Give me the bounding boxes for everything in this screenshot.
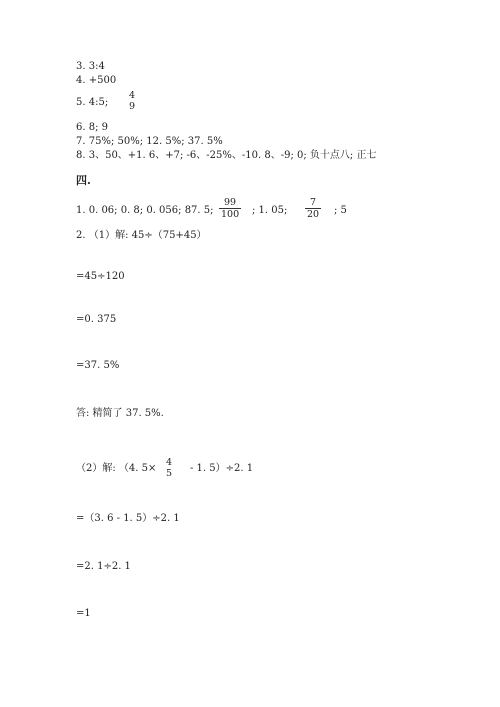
question-1-fraction-2 — [305, 197, 321, 220]
answer-7: 7. 75%; 50%; 12. 5%; 37. 5% — [76, 136, 223, 147]
section-heading: 四. — [76, 174, 91, 187]
answer-5-fraction — [125, 90, 139, 112]
question-2-1-answer: 答: 精简了 37. 5%. — [76, 408, 164, 419]
question-2-2-fraction — [162, 457, 176, 479]
answer-6: 6. 8; 9 — [76, 122, 108, 133]
answer-8: 8. 3、50、+1. 6、+7; -6、-25%、-10. 8、-9; 0; 负十点八; 正七 — [76, 150, 377, 161]
question-2-1-step-1: =45÷120 — [76, 271, 125, 282]
fraction-denominator: 20 — [307, 209, 320, 220]
fraction-numerator: 7 — [309, 197, 317, 208]
fraction-numerator: 4 — [165, 457, 173, 468]
question-1-part3: ; 5 — [334, 205, 347, 216]
question-2-1-step-3: =37. 5% — [76, 360, 120, 371]
question-2-2-intro: （2）解: （4. 5× — [76, 463, 157, 474]
question-1-part2: ; 1. 05; — [252, 205, 288, 216]
question-2-2-step-1: =（3. 6 - 1. 5）÷2. 1 — [76, 513, 180, 524]
question-2-2-step-2: =2. 1÷2. 1 — [76, 561, 131, 572]
question-1-part1: 1. 0. 06; 0. 8; 0. 056; 87. 5; — [76, 205, 214, 216]
fraction-numerator: 4 — [128, 90, 136, 101]
question-1-fraction-1 — [219, 197, 241, 220]
answer-4: 4. +500 — [76, 75, 117, 86]
fraction-denominator: 100 — [221, 209, 240, 220]
question-2-2-intro-tail: - 1. 5）÷2. 1 — [190, 463, 254, 474]
fraction-denominator: 5 — [165, 468, 173, 479]
fraction-numerator: 99 — [223, 197, 237, 208]
fraction-denominator: 9 — [128, 101, 136, 112]
question-2-1-intro: 2. （1）解: 45÷（75+45） — [76, 230, 207, 241]
question-2-2-step-3: =1 — [76, 608, 91, 619]
answer-5: 5. 4:5; — [76, 97, 109, 108]
question-2-1-step-2: =0. 375 — [76, 314, 117, 325]
answer-3: 3. 3:4 — [76, 61, 105, 72]
